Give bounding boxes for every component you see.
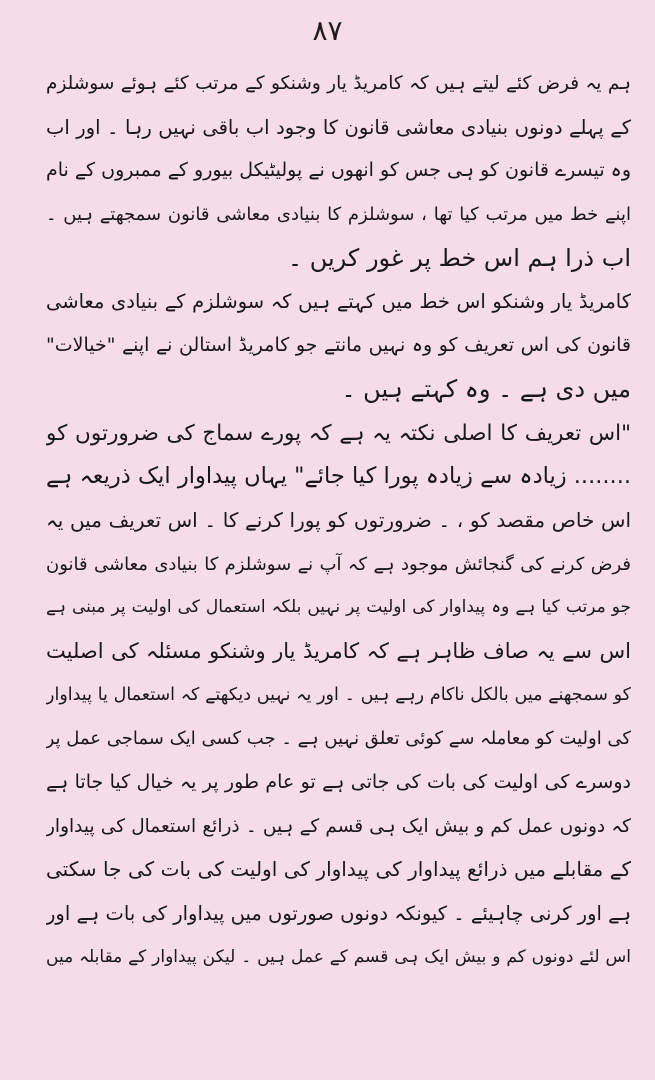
text-line: کی اولیت کو معاملہ سے کوئی تعلق نہیں ہے ۔ جب کسی ایک سماجی عمل پر xyxy=(46,728,631,750)
text-line: میں دی ہے ۔ وہ کہتے ہیں ۔ xyxy=(341,374,631,403)
text-line: اب ذرا ہم اس خط پر غور کریں ۔ xyxy=(288,243,631,272)
text-line: فرض کرنے کی گنجائش موجود ہے کہ آپ نے سوشلزم کا بنیادی معاشی قانون xyxy=(46,553,631,575)
text-line: اس سے یہ صاف ظاہر ہے کہ کامریڈ یار وشنکو مسئلہ کی اصلیت xyxy=(46,638,631,663)
text-line: اس لئے دونوں کم و بیش ایک ہی قسم کے عمل ہیں ۔ لیکن پیداوار کے مقابلہ میں xyxy=(46,946,631,967)
text-line: کہ دونوں عمل کم و بیش ایک ہی قسم کے ہیں ۔ ذرائع استعمال کی پیداوار xyxy=(46,815,631,837)
text-line: کے پہلے دونوں بنیادی معاشی قانون کا وجود اب باقی نہیں رہا ۔ اور اب xyxy=(46,115,631,139)
text-line: وہ تیسرے قانون کو ہی جس کو انھوں نے پولیٹیکل بیورو کے ممبروں کے نام xyxy=(46,159,631,182)
text-line: جو مرتب کیا ہے وہ پیداوار کی اولیت پر نہیں بلکہ استعمال کی اولیت پر مبنی ہے xyxy=(46,597,631,618)
text-line: دوسرے کی اولیت کی بات کی جاتی ہے تو عام طور پر یہ خیال کیا جاتا ہے xyxy=(46,771,631,793)
page-number: ۸۷ xyxy=(312,14,343,47)
text-line: اپنے خط میں مرتب کیا تھا ، سوشلزم کا بنیادی معاشی قانون سمجھتے ہیں ۔ xyxy=(46,204,631,226)
text-line: قانون کی اس تعریف کو وہ نہیں مانتے جو کامریڈ استالن نے اپنے "خیالات" xyxy=(46,334,631,357)
urdu-body-text xyxy=(46,62,631,979)
text-line: کو سمجھنے میں بالکل ناکام رہے ہیں ۔ اور یہ نہیں دیکھتے کہ استعمال یا پیداوار xyxy=(46,684,631,705)
text-line: اس خاص مقصد کو ، ۔ ضرورتوں کو پورا کرنے کا ۔ اس تعریف میں یہ xyxy=(46,507,631,532)
text-line: ہے اور کرنی چاہیئے ۔ کیونکہ دونوں صورتوں میں پیداوار کی بات ہے اور xyxy=(46,902,631,926)
text-line: ہم یہ فرض کئے لیتے ہیں کہ کامریڈ یار وشنکو کے مرتب کئے ہوئے سوشلزم xyxy=(46,73,631,94)
text-line: کے مقابلے میں ذرائع پیداوار کی پیداوار کی اولیت کی بات کی جا سکتی xyxy=(46,857,631,882)
text-line: کامریڈ یار وشنکو اس خط میں کہتے ہیں کہ سوشلزم کے بنیادی معاشی xyxy=(46,290,631,314)
text-line: "اس تعریف کا اصلی نکتہ یہ ہے کہ پورے سماج کی ضرورتوں کو xyxy=(46,420,631,446)
text-line: ........ زیادہ سے زیادہ پورا کیا جائے" یہاں پیداوار ایک ذریعہ ہے xyxy=(46,463,631,490)
